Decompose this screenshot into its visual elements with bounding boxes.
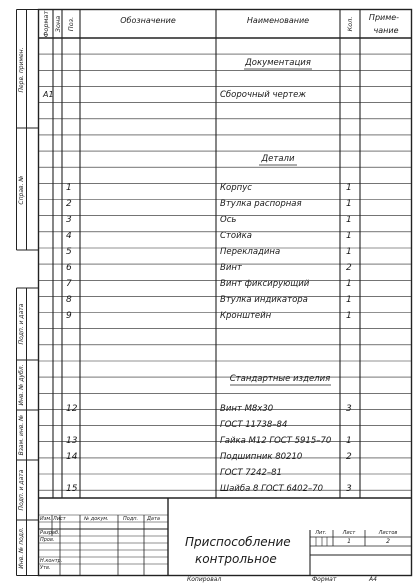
header-pos: Поз. bbox=[66, 16, 75, 32]
tb-doc-no: № докум. bbox=[84, 516, 109, 522]
row-name: Втулка распорная bbox=[220, 199, 302, 209]
row-pos: 4 bbox=[66, 231, 72, 241]
header-zone: Зона bbox=[53, 15, 62, 33]
row-qty: 1 bbox=[346, 231, 352, 241]
tb-sheets-value: 2 bbox=[386, 538, 390, 545]
row-name: Винт bbox=[220, 263, 242, 273]
assembly-name: Сборочный чертеж bbox=[220, 90, 306, 100]
row-pos: 14 bbox=[66, 452, 78, 462]
section-standard: Стандартные изделия bbox=[229, 374, 331, 384]
tb-data: Дата bbox=[147, 516, 160, 522]
assembly-format: А1 bbox=[43, 90, 54, 99]
row-pos: 3 bbox=[66, 215, 72, 225]
row-qty: 1 bbox=[346, 183, 352, 193]
footer-format: Формат bbox=[312, 576, 337, 583]
row-qty: 1 bbox=[346, 215, 352, 225]
side-label-vzam-inv: Взам. инв. № bbox=[17, 414, 25, 456]
row-qty: 2 bbox=[346, 263, 352, 273]
row-name: ГОСТ 11738–84 bbox=[220, 420, 288, 430]
row-name: Винт фиксирующий bbox=[220, 279, 310, 289]
side-label-inv-dubl: Инв. № дубл. bbox=[17, 364, 25, 406]
row-name: Ось bbox=[220, 215, 237, 225]
row-name: Кронштейн bbox=[220, 311, 272, 321]
section-parts: Детали bbox=[261, 154, 295, 164]
tb-prov: Пров. bbox=[40, 537, 55, 543]
header-note-1: Приме- bbox=[368, 13, 400, 22]
tb-sheets-label: Листов bbox=[378, 530, 398, 536]
header-qty: Кол. bbox=[345, 16, 354, 32]
row-pos: 12 bbox=[66, 404, 78, 414]
footer-copied: Копировал bbox=[187, 576, 222, 583]
tb-podp: Подп. bbox=[123, 516, 139, 522]
row-pos: 2 bbox=[66, 199, 72, 209]
row-name: Стойка bbox=[220, 231, 252, 241]
row-qty: 1 bbox=[346, 311, 352, 321]
row-name: Корпус bbox=[220, 183, 252, 193]
tb-sheet-label: Лист bbox=[342, 530, 356, 536]
side-label-podp-data-2: Подп. и дата bbox=[17, 469, 25, 511]
side-label-perv-primen: Перв. примен. bbox=[17, 47, 25, 93]
row-pos: 5 bbox=[66, 247, 72, 257]
row-qty: 1 bbox=[346, 247, 352, 257]
row-name: Подшипник 80210 bbox=[220, 452, 303, 462]
side-label-sprav-no: Справ. № bbox=[17, 175, 25, 205]
row-pos: 6 bbox=[66, 263, 72, 273]
header-note-2: чание bbox=[373, 26, 399, 35]
row-pos: 7 bbox=[66, 279, 72, 289]
row-qty: 3 bbox=[346, 404, 352, 414]
row-qty: 1 bbox=[346, 279, 352, 289]
row-qty: 1 bbox=[346, 199, 352, 209]
row-name: ГОСТ 7242–81 bbox=[220, 468, 282, 478]
tb-lit: Лит. bbox=[315, 530, 327, 536]
tb-utv: Утв. bbox=[40, 565, 51, 571]
row-name: Гайка М12 ГОСТ 5915–70 bbox=[220, 436, 332, 446]
row-pos: 15 bbox=[66, 484, 78, 494]
header-format: Формат bbox=[41, 10, 50, 38]
tb-izm: Изм. bbox=[40, 516, 52, 522]
row-qty: 1 bbox=[346, 295, 352, 305]
footer-format-value: А4 bbox=[369, 576, 377, 583]
tb-n-kontr: Н.контр. bbox=[40, 558, 63, 564]
row-name: Шайба 8 ГОСТ 6402–70 bbox=[220, 484, 324, 494]
document-title-line-2: контрольное bbox=[195, 552, 277, 566]
side-label-podp-data-1: Подп. и дата bbox=[17, 303, 25, 345]
header-designation: Обозначение bbox=[120, 16, 176, 25]
row-qty: 1 bbox=[346, 436, 352, 446]
section-documentation: Документация bbox=[245, 58, 311, 68]
tb-list: Лист bbox=[53, 516, 66, 522]
row-name: Втулка индикатора bbox=[220, 295, 308, 305]
row-pos: 8 bbox=[66, 295, 72, 305]
header-name: Наименование bbox=[246, 16, 310, 25]
row-pos: 1 bbox=[66, 183, 72, 193]
row-pos: 13 bbox=[66, 436, 78, 446]
row-qty: 2 bbox=[346, 452, 352, 462]
row-name: Перекладина bbox=[220, 247, 281, 257]
row-qty: 3 bbox=[346, 484, 352, 494]
tb-sheet-value: 1 bbox=[347, 538, 351, 545]
tb-razrab: Разраб. bbox=[40, 530, 60, 536]
row-name: Винт М8х30 bbox=[220, 404, 274, 414]
row-pos: 9 bbox=[66, 311, 72, 321]
document-title-line-1: Приспособление bbox=[185, 535, 291, 549]
side-label-inv-podl: Инв. № подл. bbox=[17, 527, 25, 569]
